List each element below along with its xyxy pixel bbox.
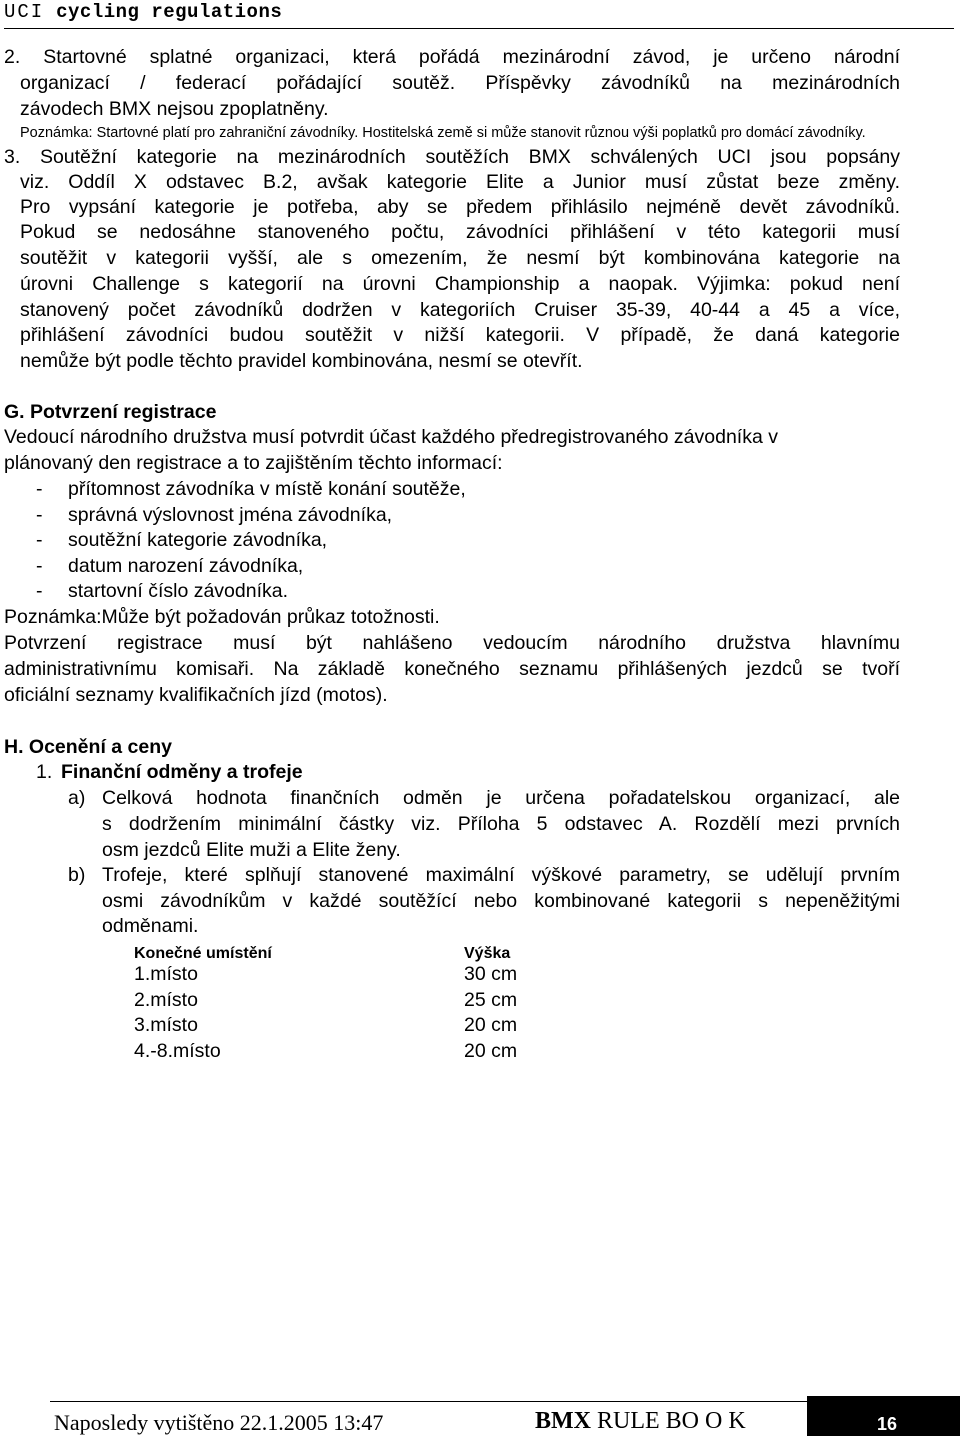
sub-number: 1.	[36, 761, 53, 783]
list-item: přítomnost závodníka v místě konání soutěže,	[68, 478, 466, 500]
footer-rulebook: RULE BO O K	[597, 1408, 746, 1434]
table-cell-height: 20 cm	[464, 1040, 518, 1062]
item3-line-9: nemůže být podle těchto pravidel kombinována, nesmí se otevřít.	[20, 350, 583, 372]
item3-line-5: soutěžit v kategorii vyšší, ale s omezením, že nesmí být kombinována kategorie na	[20, 247, 900, 269]
item3-line-3: Pro vypsání kategorie je potřeba, aby se předem přihlásilo nejméně devět závodníků.	[20, 196, 900, 218]
list-item: správná výslovnost jména závodníka,	[68, 504, 393, 526]
table-cell-place: 2.místo	[134, 989, 198, 1011]
section-g-note: Poznámka:Může být požadován průkaz totožnosti.	[4, 606, 440, 628]
page-number: 16	[877, 1414, 898, 1434]
item3-line-8: přihlášení závodníci budou soutěžit v nižší kategorii. V případě, že daná kategorie	[20, 324, 900, 346]
item2-line-1: 2. Startovné splatné organizaci, která pořádá mezinárodní závod, je určeno národní	[4, 46, 900, 68]
item-a-line-1: Celková hodnota finančních odměn je určena pořadatelskou organizací, ale	[102, 787, 900, 809]
list-dash: -	[36, 478, 43, 500]
footer-book-title	[535, 1408, 746, 1435]
page-number-box	[807, 1396, 960, 1436]
list-dash: -	[36, 504, 43, 526]
footer-printed: Naposledy vytištěno 22.1.2005 13:47	[54, 1410, 384, 1435]
item3-line-4: Pokud se nedosáhne stanoveného počtu, závodníci přihlášení v této kategorii musí	[20, 221, 900, 243]
item3-line-6: úrovni Challenge s kategorií na úrovni Championship a naopak. Výjimka: pokud není	[20, 273, 900, 295]
list-item: soutěžní kategorie závodníka,	[68, 529, 328, 551]
table-cell-height: 25 cm	[464, 989, 518, 1011]
list-item: startovní číslo závodníka.	[68, 580, 289, 602]
section-g-intro-2: plánovaný den registrace a to zajištěním těchto informací:	[4, 452, 503, 474]
item-b-line-3: odměnami.	[102, 915, 199, 937]
section-g-heading: G. Potvrzení registrace	[4, 401, 217, 423]
list-item: datum narození závodníka,	[68, 555, 304, 577]
list-dash: -	[36, 555, 43, 577]
table-header-height: Výška	[464, 945, 511, 962]
list-dash: -	[36, 580, 43, 602]
item2-line-3: závodech BMX nejsou zpoplatněny.	[20, 98, 329, 120]
item3-line-2: viz. Oddíl X odstavec B.2, avšak kategorie Elite a Junior musí zůstat beze změny.	[20, 171, 900, 193]
footer-bmx: BMX	[535, 1408, 591, 1434]
item3-line-1: 3. Soutěžní kategorie na mezinárodních soutěžích BMX schválených UCI jsou popsány	[4, 146, 900, 168]
item-a-line-3: osm jezdců Elite muži a Elite ženy.	[102, 839, 401, 861]
header-org: UCI	[4, 1, 45, 23]
item-a-marker: a)	[68, 787, 86, 809]
table-cell-place: 4.-8.místo	[134, 1040, 221, 1062]
sub-heading: Finanční odměny a trofeje	[61, 761, 303, 783]
table-cell-place: 1.místo	[134, 963, 198, 985]
header-title	[4, 1, 282, 23]
header-rest: cycling regulations	[56, 1, 283, 23]
table-cell-place: 3.místo	[134, 1014, 198, 1036]
list-dash: -	[36, 529, 43, 551]
item2-line-2: organizací / federací pořádající soutěž. Příspěvky závodníků na mezinárodních	[20, 72, 900, 94]
section-h-heading: H. Ocenění a ceny	[4, 736, 172, 758]
item-b-line-2: osmi závodníkům v každé soutěžící nebo kombinované kategorii s nepeněžitými	[102, 890, 900, 912]
section-g-para-3: oficiální seznamy kvalifikačních jízd (motos).	[4, 684, 388, 706]
page-header	[4, 0, 954, 29]
item2-note: Poznámka: Startovné platí pro zahraniční závodníky. Hostitelská země si může stanovit různou výši poplatků pro domácí závodníky.	[20, 125, 866, 141]
table-cell-height: 30 cm	[464, 963, 518, 985]
item-a-line-2: s dodržením minimální částky viz. Příloha 5 odstavec A. Rozdělí mezi prvních	[102, 813, 900, 835]
section-g-intro-1: Vedoucí národního družstva musí potvrdit účast každého předregistrovaného závodníka v	[4, 426, 778, 448]
section-g-para-2: administrativnímu komisaři. Na základě konečného seznamu přihlášených jezdců se tvoří	[4, 658, 900, 680]
table-cell-height: 20 cm	[464, 1014, 518, 1036]
item-b-marker: b)	[68, 864, 86, 886]
table-header-place: Konečné umístění	[134, 945, 272, 962]
item3-line-7: stanovený počet závodníků dodržen v kategoriích Cruiser 35-39, 40-44 a 45 a více,	[20, 299, 900, 321]
item-b-line-1: Trofeje, které splňují stanovené maximální výškové parametry, se udělují prvním	[102, 864, 900, 886]
section-g-para-1: Potvrzení registrace musí být nahlášeno vedoucím národního družstva hlavnímu	[4, 632, 900, 654]
